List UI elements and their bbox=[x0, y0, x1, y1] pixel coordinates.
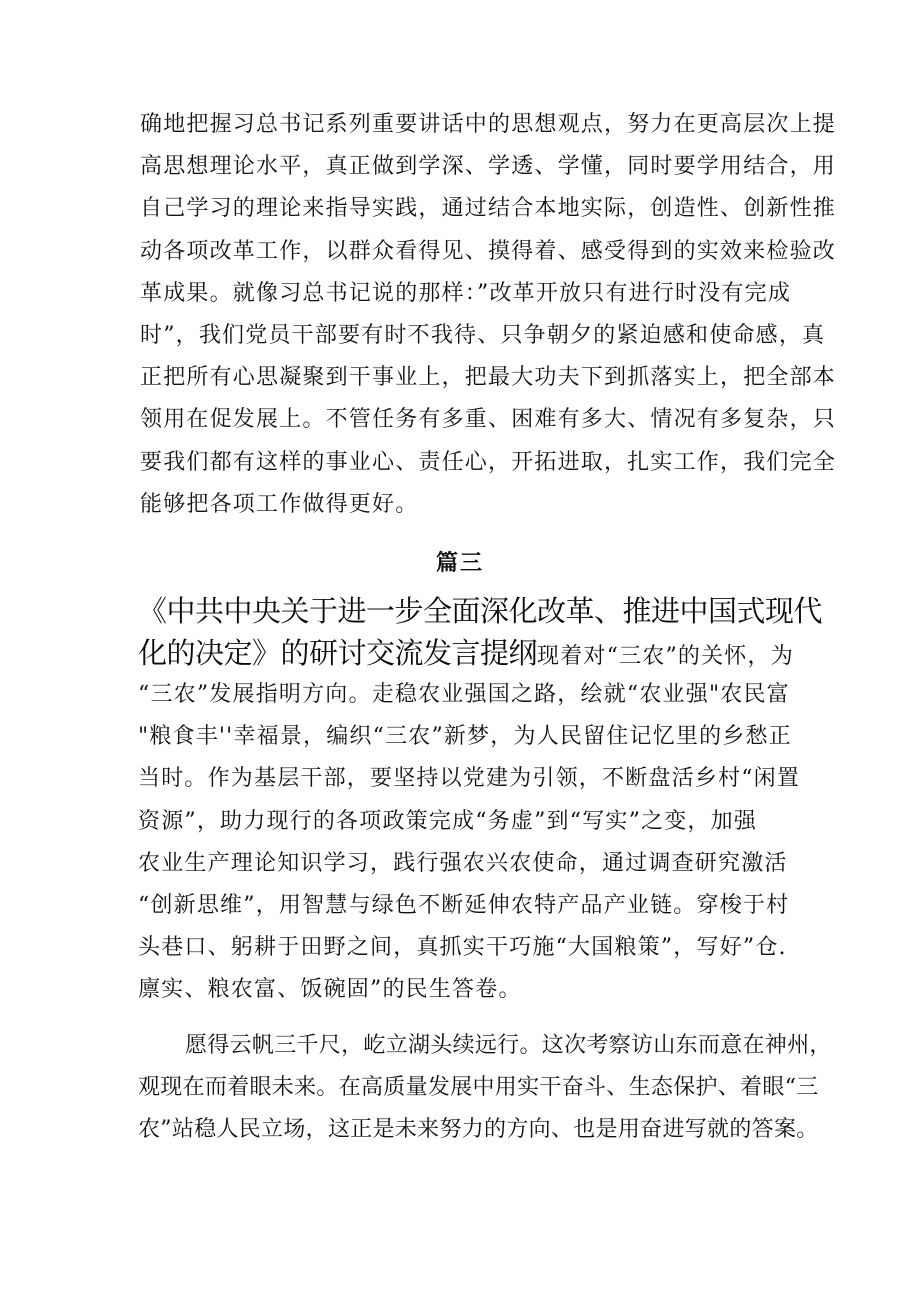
text-line: "粮食丰''幸福景，编织“三农”新梦，为人民留住记忆里的乡愁正 bbox=[138, 724, 792, 750]
article-title bbox=[138, 590, 823, 674]
text-line: 观现在而着眼未来。在高质量发展中用实干奋斗、生态保护、着眼“三 bbox=[138, 1075, 819, 1100]
title-text: 《中共中央关于进一步全面深化改革、推进中国式现代 bbox=[138, 594, 823, 628]
text-line: 正把所有心思凝聚到干事业上，把最大功夫下到抓落实上，把全部本 bbox=[140, 365, 837, 391]
text-line: 高思想理论水平，真正做到学深、学透、学懂，同时要学用结合，用 bbox=[140, 154, 837, 180]
paragraph-3 bbox=[138, 1025, 832, 1151]
text-line: 时”，我们党员干部要有时不我待、只争朝夕的紧迫感和使命感，真 bbox=[140, 322, 826, 348]
text-line: 头巷口、躬耕于田野之间，真抓实干巧施“大国粮策”，写好”仓. bbox=[138, 935, 787, 961]
text-line: 领用在促发展上。不管任务有多重、困难有多大、情况有多复杂，只 bbox=[140, 407, 837, 433]
text-line: 农”站稳人民立场，这正是未来努力的方向、也是用奋进写就的答案。 bbox=[138, 1117, 819, 1142]
text-line: 要我们都有这样的事业心、责任心，开拓进取，扎实工作，我们完全 bbox=[140, 449, 837, 475]
text-line: 愿得云帆三千尺，屹立湖头续远行。这次考察访山东而意在神州， bbox=[185, 1033, 832, 1058]
text-line: 确地把握习总书记系列重要讲话中的思想观点，努力在更高层次上提 bbox=[140, 112, 837, 137]
section-heading: 篇三 bbox=[435, 550, 484, 576]
title-line-2 bbox=[138, 632, 794, 674]
text-line: 革成果。就像习总书记说的那样：”改革开放只有进行时没有完成 bbox=[140, 280, 792, 306]
title-line-1 bbox=[138, 590, 823, 632]
text-line: 动各项改革工作，以群众看得见、摸得着、感受得到的实效来检验改 bbox=[140, 238, 837, 264]
text-line: 农业生产理论知识学习，践行强农兴农使命，通过调查研究激活 bbox=[138, 850, 788, 876]
text-line: “三农”发展指明方向。走稳农业强国之路，绘就“农业强"农民富 bbox=[138, 682, 790, 707]
text-line: 能够把各项工作做得更好。 bbox=[140, 491, 419, 517]
paragraph-1 bbox=[140, 104, 837, 526]
paragraph-2 bbox=[138, 674, 801, 1012]
title-text: 化的决定》的研讨交流发言提纲 bbox=[138, 636, 538, 670]
text-line: 当时。作为基层干部，要坚持以党建为引领，不断盘活乡村“闲置 bbox=[138, 766, 801, 792]
body-text-continuation: 现着对“三农”的关怀，为 bbox=[537, 644, 794, 669]
text-line: 自己学习的理论来指导实践，通过结合本地实际，创造性、创新性推 bbox=[140, 196, 837, 222]
text-line: “创新思维”，用智慧与绿色不断延伸农特产品产业链。穿梭于村 bbox=[138, 892, 790, 918]
text-line: 资源”，助力现行的各项政策完成“务虚”到“写实”之变，加强 bbox=[138, 808, 758, 834]
text-line: 廪实、粮农富、饭碗固”的民生答卷。 bbox=[138, 977, 522, 1003]
